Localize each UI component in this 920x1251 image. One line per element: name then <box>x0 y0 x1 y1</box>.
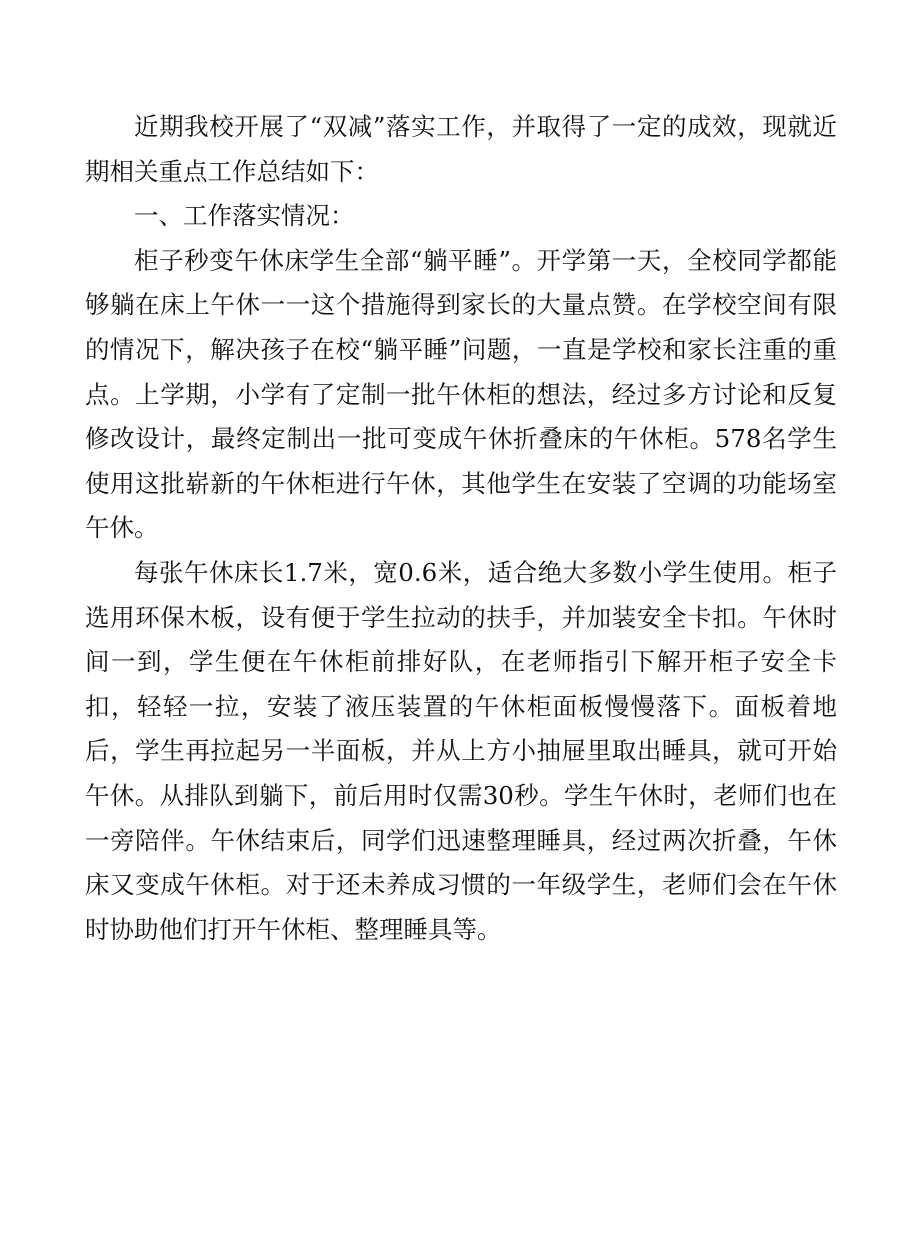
body-paragraph-bed-details: 每张午休床长1.7米，宽0.6米，适合绝大多数小学生使用。柜子选用环保木板，设有便于学生拉动的扶手，并加装安全卡扣。午休时间一到，学生便在午休柜前排好队，在老师指引下解开柜子安全卡扣，轻轻一拉，安装了液压装置的午休柜面板慢慢落下。面板着地后，学生再拉起另一半面板，并从上方小抽屉里取出睡具，就可开始午休。从排队到躺下，前后用时仅需30秒。学生午休时，老师们也在一旁陪伴。午休结束后，同学们迅速整理睡具，经过两次折叠，午休床又变成午休柜。对于还未养成习惯的一年级学生，老师们会在午休时协助他们打开午休柜、整理睡具等。 <box>85 557 837 944</box>
document-body <box>85 105 837 952</box>
intro-paragraph: 近期我校开展了“双减”落实工作，并取得了一定的成效，现就近期相关重点工作总结如下： <box>85 112 837 186</box>
body-paragraph-nap-beds: 柜子秒变午休床学生全部“躺平睡”。开学第一天，全校同学都能够躺在床上午休一一这个措施得到家长的大量点赞。在学校空间有限的情况下，解决孩子在校“躺平睡”问题，一直是学校和家长注重的重点。上学期，小学有了定制一批午休柜的想法，经过多方讨论和反复修改设计，最终定制出一批可变成午休折叠床的午休柜。578名学生使用这批崭新的午休柜进行午休，其他学生在安装了空调的功能场室午休。 <box>85 245 837 543</box>
section-heading: 一、工作落实情况： <box>134 201 355 231</box>
